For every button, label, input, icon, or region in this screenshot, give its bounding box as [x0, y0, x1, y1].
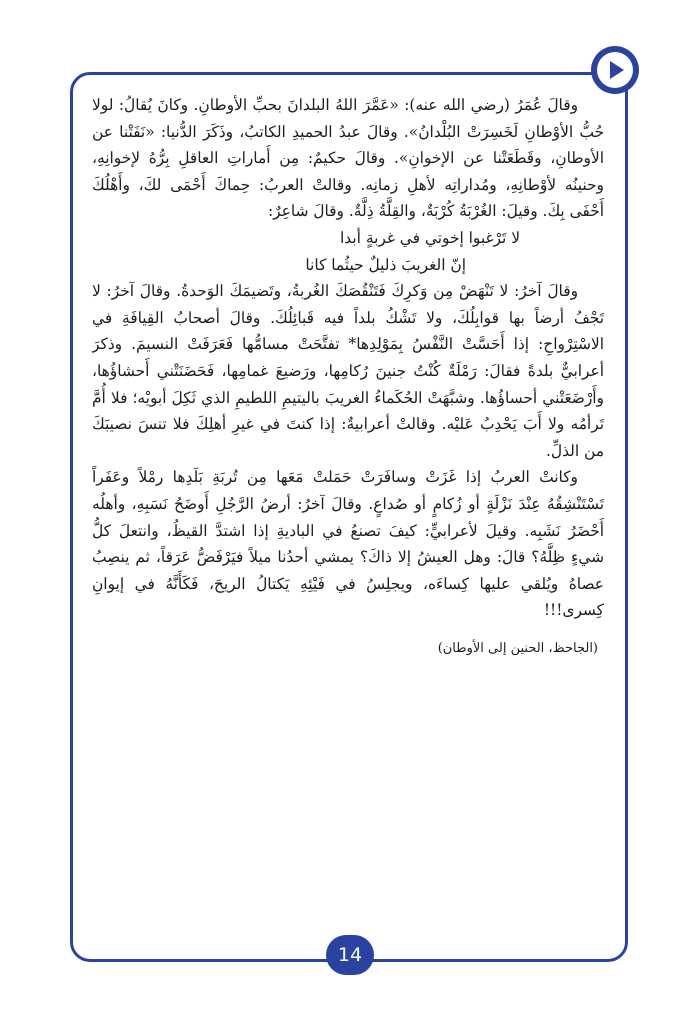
verse-line-2: إنّ الغريبَ ذليلٌ حيثُما كانا: [305, 255, 466, 274]
verse-line-1: لا تَرْغبوا إخوتي في غربةٍ أبدا: [340, 228, 520, 247]
source-citation: (الجاحظ، الحنين إلى الأوطان): [437, 640, 598, 656]
article-body: [92, 92, 604, 872]
paragraph-intro: وقالَ عُمَرُ (رضي الله عنه): «عَمَّرَ اللهُ البلدانَ بحبِّ الأوطانِ. وكانَ يُقالُ: لولا حُبُّ الأوْطانِ لَخَسِرَتْ البُلْدانُ». وقالَ عبدُ الحميدِ الكاتبُ، وذَكَرَ الدُّنيا: «نَفَتْنا عن الأوطانِ، وقَطَعَتْنا عن الإخوانِ». وقالَ حكيمٌ: مِن أَماراتِ العاقلِ بِرُّهُ لإخوانِهِ، وحنينُه لأوْطانِهِ، ومُداراتِه لأهلِ زمانِه. وقالتْ العربُ: حِماكَ أَحْمَى لكَ، وأَهْلُكَ أَحْفَى بِكَ. وقيلَ: الغُرْبَةُ كُرْبَةٌ، والقِلَّةُ ذِلَّةٌ. وقالَ شاعِرٌ:: [92, 96, 604, 221]
play-icon: [603, 58, 627, 82]
page-number-badge: 14: [326, 935, 374, 975]
play-button[interactable]: [591, 46, 639, 94]
paragraph-arabs: وكانتْ العربُ إذا غَزَتْ وسافَرَتْ حَمَلتْ مَعَها مِن تُربَةِ بَلَدِها رمْلاً وعَفَراً تَسْتَنْشِقُهُ عِنْدَ نَزْلَةٍ أو زُكامٍ أو صُداعٍ. وقالَ آخرُ: أرضُ الرَّجُلِ أَوضَحُ نَسَبِهِ، وأهلُه أَحْضَرُ نَشَبِه. وقيلَ لأعرابيٍّ: كيفَ تصنعُ في الباديةِ إذا اشتدَّ القيظُ، وانتعلَ كلُّ شيءٍ ظِلَّهُ؟ قالَ: وهل العيشُ إلا ذاكَ؟ يمشي أحدُنا ميلاً فيَرْفَضُّ عَرَقاً، ثم ينصِبُ عصاهُ ويُلقي عليها كِساءَه، ويجلِسُ في فَيْئِهِ يَكتالُ الريحَ، فَكَأَنَّهُ في إيوانِ كِسرى!!!: [92, 468, 604, 620]
paragraph-sayings: وقالَ آخرُ: لا تَنْهَضْ مِن وَكرِكَ فَتَنْقُصَكَ الغُربةُ، وتَضيمَكَ الوَحدةُ. وقالَ آخرُ: لا تَجْفُ أرضاً بها قوابِلُكَ، ولا تَشْكُ بلداً فيه قَبائِلُكَ. وقالَ أصحابُ القِيافَةِ في الاسْتِرْواحِ: إذا أَحَسَّتْ النَّفْسُ بِمَوْلِدِها* تفتَّحَتْ مسامُّها فَعَرَفَتْ النسيمَ. وذكرَ أعرابيٌّ بلدةً فقالَ: رَمْلَةٌ كُنْتُ جنينَ رُكامِها، ورَضيعَ غمامِها، فَحَضَنَتْني أَحشاؤُها، وأَرْضَعَتْني أحساؤُها. وشبَّهَتْ الحُكَماءُ الغريبَ باليتيمِ اللطيمِ الذي ثَكِلَ أبويْه؛ فلا أُمَّ تَرأمُه ولا أَبَ يَحْدِبُ عَليْه. وقالتْ أعرابيةٌ: إذا كنتَ في غيرِ أهلِكَ فلا تنسَ نصيبَكَ من الذلِّ.: [92, 282, 604, 460]
